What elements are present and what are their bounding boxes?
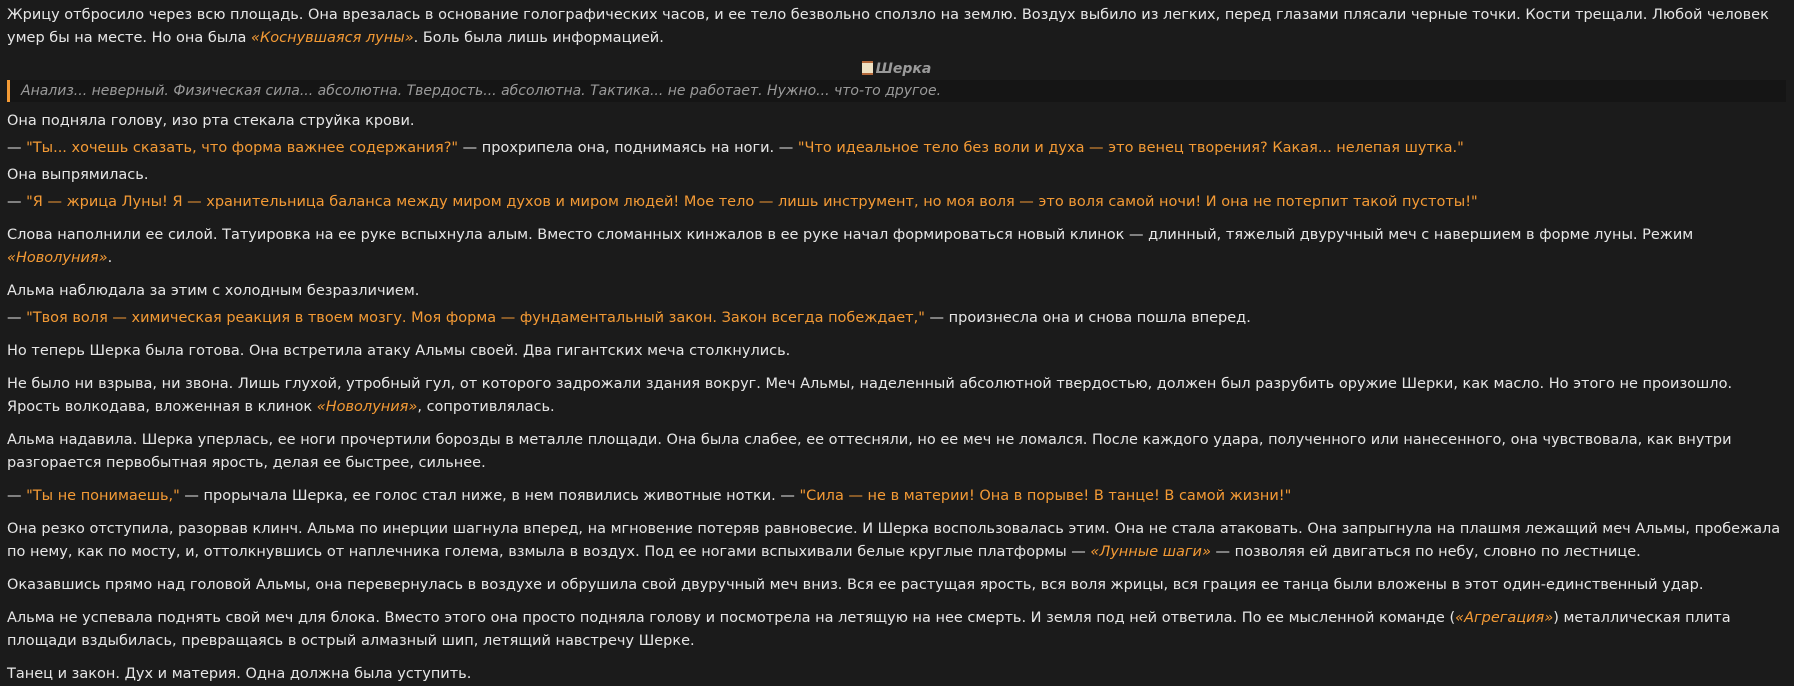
- term-emphasis: «Коснувшаяся луны»: [251, 30, 414, 46]
- quote: "Что идеальное тело без воли и духа — это венец творения? Какая... нелепая шутка.": [797, 140, 1464, 156]
- paragraph: Жрицу отбросило через всю площадь. Она врезалась в основание голографических часов, и ее тело безвольно сползло на землю. Воздух выбило из легких, перед глазами плясали черные точки. Кости трещали. Любой человек умер бы на месте. Но она была «Коснувшаяся луны». Боль была лишь информацией.: [7, 7, 1769, 46]
- paragraph: Альма наблюдала за этим с холодным безразличием.: [7, 283, 420, 299]
- quote: "Ты не понимаешь,": [26, 488, 180, 504]
- quote: "Ты... хочешь сказать, что форма важнее содержания?": [26, 140, 459, 156]
- paragraph: Но теперь Шерка была готова. Она встретила атаку Альмы своей. Два гигантских меча столкнулись.: [7, 343, 791, 359]
- dialogue-line: — "Ты не понимаешь," — прорычала Шерка, ее голос стал ниже, в нем появились животные нотки. — "Сила — не в материи! Она в порыве! В танце! В самой жизни!": [7, 488, 1292, 504]
- term-emphasis: «Новолуния»: [316, 399, 418, 415]
- quote: "Я — жрица Луны! Я — хранительница баланса между миром духов и миром людей! Мое тело — лишь инструмент, но моя воля — это воля самой ночи! И она не потерпит такой пустоты!": [26, 194, 1478, 210]
- paragraph: Она подняла голову, изо рта стекала струйка крови.: [7, 113, 415, 129]
- term-emphasis: «Агрегация»: [1455, 610, 1554, 626]
- paragraph: Танец и закон. Дух и материя. Одна должна была уступить.: [7, 666, 472, 682]
- thought-speaker: Шерка: [7, 60, 1786, 78]
- quote: "Сила — не в материи! Она в порыве! В танце! В самой жизни!": [799, 488, 1292, 504]
- paragraph: Альма не успевала поднять свой меч для блока. Вместо этого она просто подняла голову и посмотрела на летящую на нее смерть. И земля под ней ответила. По ее мысленной команде («Агрегация») металлическая плита площади вздыбилась, превращаясь в острый алмазный шип, летящий навстречу Шерке.: [7, 610, 1731, 649]
- paragraph: Альма надавила. Шерка уперлась, ее ноги прочертили борозды в металле площади. Она была слабее, ее оттесняли, но ее меч не ломался. После каждого удара, полученного или нанесенного, она чувствовала, как внутри разгорается первобытная ярость, делая ее быстрее, сильнее.: [7, 432, 1732, 471]
- paragraph: Не было ни взрыва, ни звона. Лишь глухой, утробный гул, от которого задрожали здания вокруг. Меч Альмы, наделенный абсолютной твердостью, должен был разрубить оружие Шерки, как масло. Но этого не произошло. Ярость волкодава, вложенная в клинок «Новолуния», сопротивлялась.: [7, 376, 1733, 415]
- term-emphasis: «Новолуния»: [7, 250, 108, 266]
- inner-thought-block: Анализ... неверный. Физическая сила... абсолютна. Твердость... абсолютна. Тактика... не работает. Нужно... что-то другое.: [7, 80, 1786, 102]
- quote: "Твоя воля — химическая реакция в твоем мозгу. Моя форма — фундаментальный закон. Закон всегда побеждает,": [26, 310, 925, 326]
- paragraph: Слова наполнили ее силой. Татуировка на ее руке вспыхнула алым. Вместо сломанных кинжалов в ее руке начал формироваться новый клинок — длинный, тяжелый двуручный меч с навершием в форме луны. Режим «Новолуния».: [7, 227, 1694, 266]
- dialogue-line: — "Я — жрица Луны! Я — хранительница баланса между миром духов и миром людей! Мое тело — лишь инструмент, но моя воля — это воля самой ночи! И она не потерпит такой пустоты!": [7, 194, 1478, 210]
- term-emphasis: «Лунные шаги»: [1090, 544, 1211, 560]
- dialogue-line: — "Ты... хочешь сказать, что форма важнее содержания?" — прохрипела она, поднимаясь на ноги. — "Что идеальное тело без воли и духа — это венец творения? Какая... нелепая шутка.": [7, 140, 1464, 156]
- scroll-icon: [862, 61, 873, 75]
- paragraph: Она выпрямилась.: [7, 167, 149, 183]
- dialogue-line: — "Твоя воля — химическая реакция в твоем мозгу. Моя форма — фундаментальный закон. Закон всегда побеждает," — произнесла она и снова пошла вперед.: [7, 310, 1251, 326]
- paragraph: Она резко отступила, разорвав клинч. Альма по инерции шагнула вперед, на мгновение потеряв равновесие. И Шерка воспользовалась этим. Она не стала атаковать. Она запрыгнула на плашмя лежащий меч Альмы, пробежала по нему, как по мосту, и, оттолкнувшись от наплечника голема, взмыла в воздух. Под ее ногами вспыхивали белые круглые платформы — «Лунные шаги» — позволяя ей двигаться по небу, словно по лестнице.: [7, 521, 1781, 560]
- paragraph: Оказавшись прямо над головой Альмы, она перевернулась в воздухе и обрушила свой двуручный меч вниз. Вся ее растущая ярость, вся воля жрицы, вся грация ее танца были вложены в этот один-единственный удар.: [7, 577, 1704, 593]
